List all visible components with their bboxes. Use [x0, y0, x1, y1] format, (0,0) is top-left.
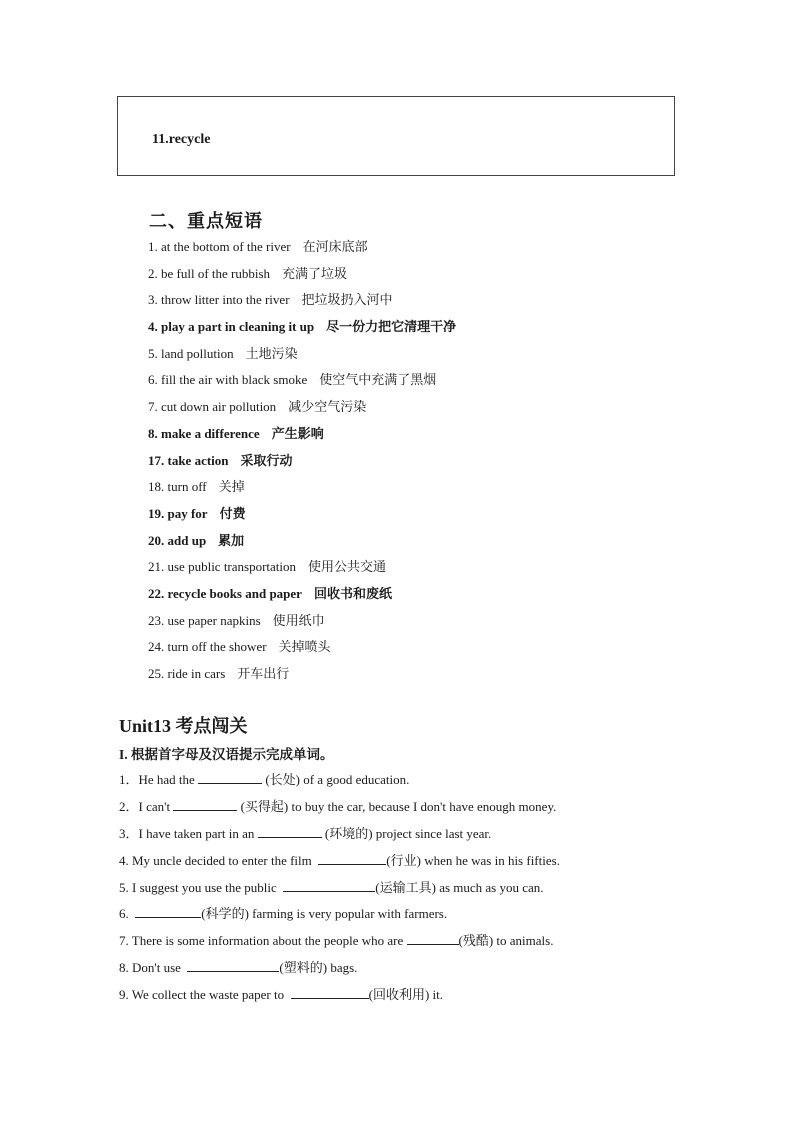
- phrase-english: 22. recycle books and paper: [148, 585, 302, 601]
- phrase-chinese: 付费: [219, 505, 246, 521]
- top-box: [117, 96, 675, 176]
- box-text: 11.recycle: [152, 132, 211, 147]
- phrase-english: 6. fill the air with black smoke: [148, 372, 308, 388]
- exercise-item: [119, 903, 560, 930]
- phrase-chinese: 采取行动: [240, 452, 293, 468]
- exercise-text-before: 4. My uncle decided to enter the film: [119, 852, 319, 868]
- exercise-text-before: 9. We collect the waste paper to: [119, 987, 291, 1003]
- answer-blank[interactable]: [258, 825, 322, 838]
- phrase-chinese: 使用公共交通: [308, 559, 387, 575]
- phrase-english: 21. use public transportation: [148, 559, 297, 575]
- unit-title: Unit13 考点闯关: [119, 716, 248, 736]
- phrase-english: 20. add up: [148, 532, 207, 548]
- phrase-english: 1. at the bottom of the river: [148, 239, 291, 254]
- phrase-chinese: 使用纸巾: [272, 612, 325, 628]
- exercise-text-after: (长处) of a good education.: [262, 772, 410, 787]
- phrase-english: 24. turn off the shower: [148, 639, 267, 655]
- phrase-item: [148, 369, 456, 396]
- exercise-text-before: 7. There is some information about the people who are: [119, 933, 407, 949]
- exercise-text-after: (塑料的) bags.: [279, 960, 358, 976]
- phrase-english: 2. be full of the rubbish: [148, 265, 271, 281]
- phrase-english: 23. use paper napkins: [148, 612, 261, 628]
- phrase-chinese: 关掉喷头: [278, 639, 331, 655]
- phrase-chinese: 使空气中充满了黑烟: [319, 372, 437, 388]
- phrase-chinese: 土地污染: [245, 345, 298, 361]
- phrase-item: [148, 503, 456, 530]
- exercise-item: [119, 957, 560, 984]
- phrase-item: [148, 343, 456, 370]
- phrase-english: 8. make a difference: [148, 425, 260, 441]
- phrase-english: 5. land pollution: [148, 345, 234, 361]
- phrase-chinese: 产生影响: [271, 425, 324, 441]
- exercise-text-before: 6.: [119, 906, 136, 922]
- exercise-text-after: (科学的) farming is very popular with farmers.: [201, 906, 448, 922]
- phrase-chinese: 回收书和废纸: [313, 585, 392, 601]
- exercise-text-after: (环境的) project since last year.: [321, 825, 492, 841]
- phrase-item: [148, 396, 456, 423]
- phrase-english: 19. pay for: [148, 505, 208, 521]
- phrase-item: [148, 316, 456, 343]
- phrase-item: [148, 556, 456, 583]
- answer-blank[interactable]: [135, 905, 201, 918]
- phrase-english: 25. ride in cars: [148, 666, 226, 681]
- exercise-text-before: 8. Don't use: [119, 960, 188, 976]
- phrase-chinese: 开车出行: [237, 666, 290, 681]
- exercise-text-after: (行业) when he was in his fifties.: [386, 852, 560, 868]
- phrase-english: 18. turn off: [148, 479, 207, 495]
- exercise-item: [119, 984, 560, 1011]
- phrase-item: [148, 450, 456, 477]
- phrase-item: [148, 289, 456, 316]
- answer-blank[interactable]: [173, 798, 237, 811]
- phrase-item: [148, 476, 456, 503]
- answer-blank[interactable]: [283, 879, 375, 892]
- exercise-text-before: 3．I have taken part in an: [119, 825, 258, 841]
- exercise-item: [119, 850, 560, 877]
- exercise-text-before: 5. I suggest you use the public: [119, 879, 284, 895]
- phrase-item: [148, 530, 456, 557]
- phrase-item: [148, 610, 456, 637]
- exercise-item: [119, 877, 560, 904]
- phrase-english: 4. play a part in cleaning it up: [148, 319, 315, 335]
- section-title: 二、重点短语: [149, 211, 263, 231]
- answer-blank[interactable]: [318, 852, 386, 865]
- exercise-text-after: (残酷) to animals.: [458, 933, 554, 949]
- phrase-item: [148, 263, 456, 290]
- exercise-item: [119, 769, 560, 796]
- part-title: I. 根据首字母及汉语提示完成单词。: [119, 747, 334, 762]
- phrase-item: [148, 663, 456, 690]
- answer-blank[interactable]: [187, 959, 279, 972]
- phrase-chinese: 在河床底部: [302, 239, 368, 254]
- phrase-chinese: 减少空气污染: [288, 399, 367, 415]
- phrase-english: 3. throw litter into the river: [148, 292, 290, 308]
- phrase-item: [148, 583, 456, 610]
- phrase-chinese: 关掉: [218, 479, 245, 495]
- phrase-item: [148, 236, 456, 263]
- exercise-item: [119, 930, 560, 957]
- exercise-text-after: (运输工具) as much as you can.: [375, 879, 544, 895]
- phrase-item: [148, 423, 456, 450]
- exercise-text-after: (回收利用) it.: [368, 987, 444, 1003]
- exercise-text-before: 2．I can't: [119, 798, 174, 814]
- answer-blank[interactable]: [198, 771, 262, 784]
- exercise-text-before: 1．He had the: [119, 772, 199, 787]
- exercise-text-after: (买得起) to buy the car, because I don't have enough money.: [237, 798, 557, 814]
- phrase-chinese: 尽一份力把它清理干净: [326, 319, 457, 335]
- exercise-item: [119, 823, 560, 850]
- phrase-english: 7. cut down air pollution: [148, 399, 277, 415]
- exercise-item: [119, 796, 560, 823]
- answer-blank[interactable]: [407, 932, 459, 945]
- phrase-chinese: 累加: [218, 532, 245, 548]
- phrase-list: [148, 236, 456, 690]
- phrase-item: [148, 636, 456, 663]
- phrase-chinese: 把垃圾扔入河中: [301, 292, 393, 308]
- phrase-chinese: 充满了垃圾: [282, 265, 348, 281]
- exercise-list: [119, 769, 560, 1011]
- phrase-english: 17. take action: [148, 452, 229, 468]
- answer-blank[interactable]: [291, 986, 369, 999]
